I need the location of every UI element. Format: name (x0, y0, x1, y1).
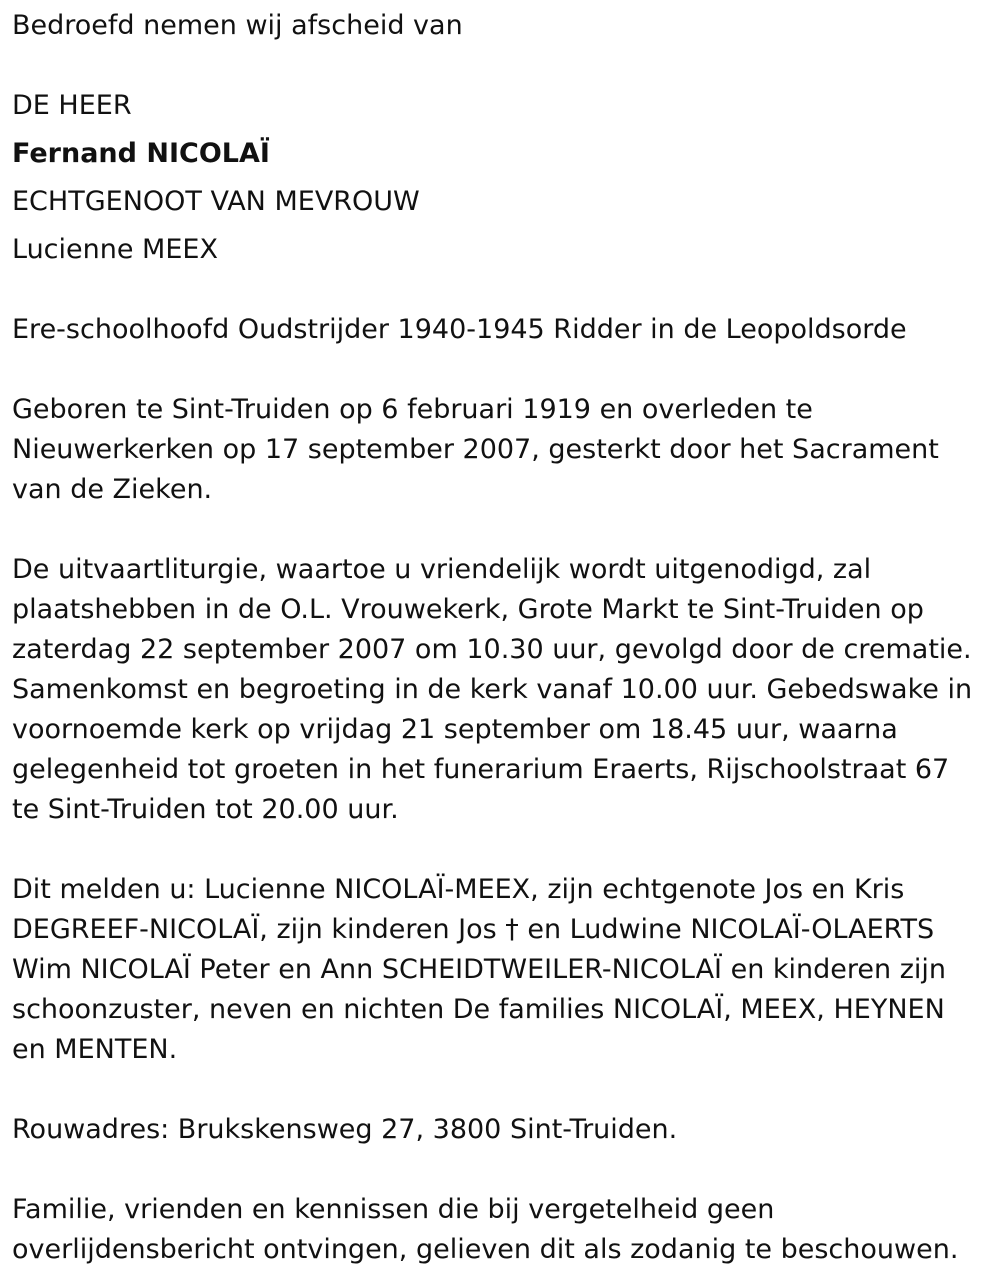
honors-line: Ere-schoolhoofd Oudstrijder 1940-1945 Ridder in de Leopoldsorde (12, 314, 907, 345)
announcement-paragraph: Dit melden u: Lucienne NICOLAÏ-MEEX, zijn echtgenote Jos en Kris DEGREEF-NICOLAÏ, zijn kinderen Jos † en Ludwine NICOLAÏ-OLAERTS Wim NICOLAÏ Peter en Ann SCHEIDTWEILER-NICOLAÏ en kinderen zijn schoonzuster, neven en nichten De families NICOLAÏ, MEEX, HEYNEN en MENTEN. (12, 874, 947, 1065)
funeral-paragraph: De uitvaartliturgie, waartoe u vriendelijk wordt uitgenodigd, zal plaatshebben in de O.L. Vrouwekerk, Grote Markt te Sint-Truiden op zaterdag 22 september 2007 om 10.30 uur, gevolgd door de crematie. Samenkomst en begroeting in de kerk vanaf 10.00 uur. Gebedswake in voornoemde kerk op vrijdag 21 september om 18.45 uur, waarna gelegenheid tot groeten in het funerarium Eraerts, Rijschoolstraat 67 te Sint-Truiden tot 20.00 uur. (12, 554, 973, 825)
opening-line: Bedroefd nemen wij afscheid van (12, 10, 463, 41)
address-line: Rouwadres: Brukskensweg 27, 3800 Sint-Truiden. (12, 1114, 678, 1145)
spouse-label: ECHTGENOOT VAN MEVROUW (12, 186, 420, 217)
birth-death-paragraph: Geboren te Sint-Truiden op 6 februari 1919 en overleden te Nieuwerkerken op 17 september 2007, gesterkt door het Sacrament van de Zieken. (12, 394, 939, 505)
title-prefix: DE HEER (12, 90, 132, 121)
deceased-name: Fernand NICOLAÏ (12, 138, 270, 169)
spouse-name: Lucienne MEEX (12, 234, 218, 265)
closing-paragraph: Familie, vrienden en kennissen die bij vergetelheid geen overlijdensbericht ontvingen, gelieven dit als zodanig te beschouwen. (12, 1194, 959, 1265)
